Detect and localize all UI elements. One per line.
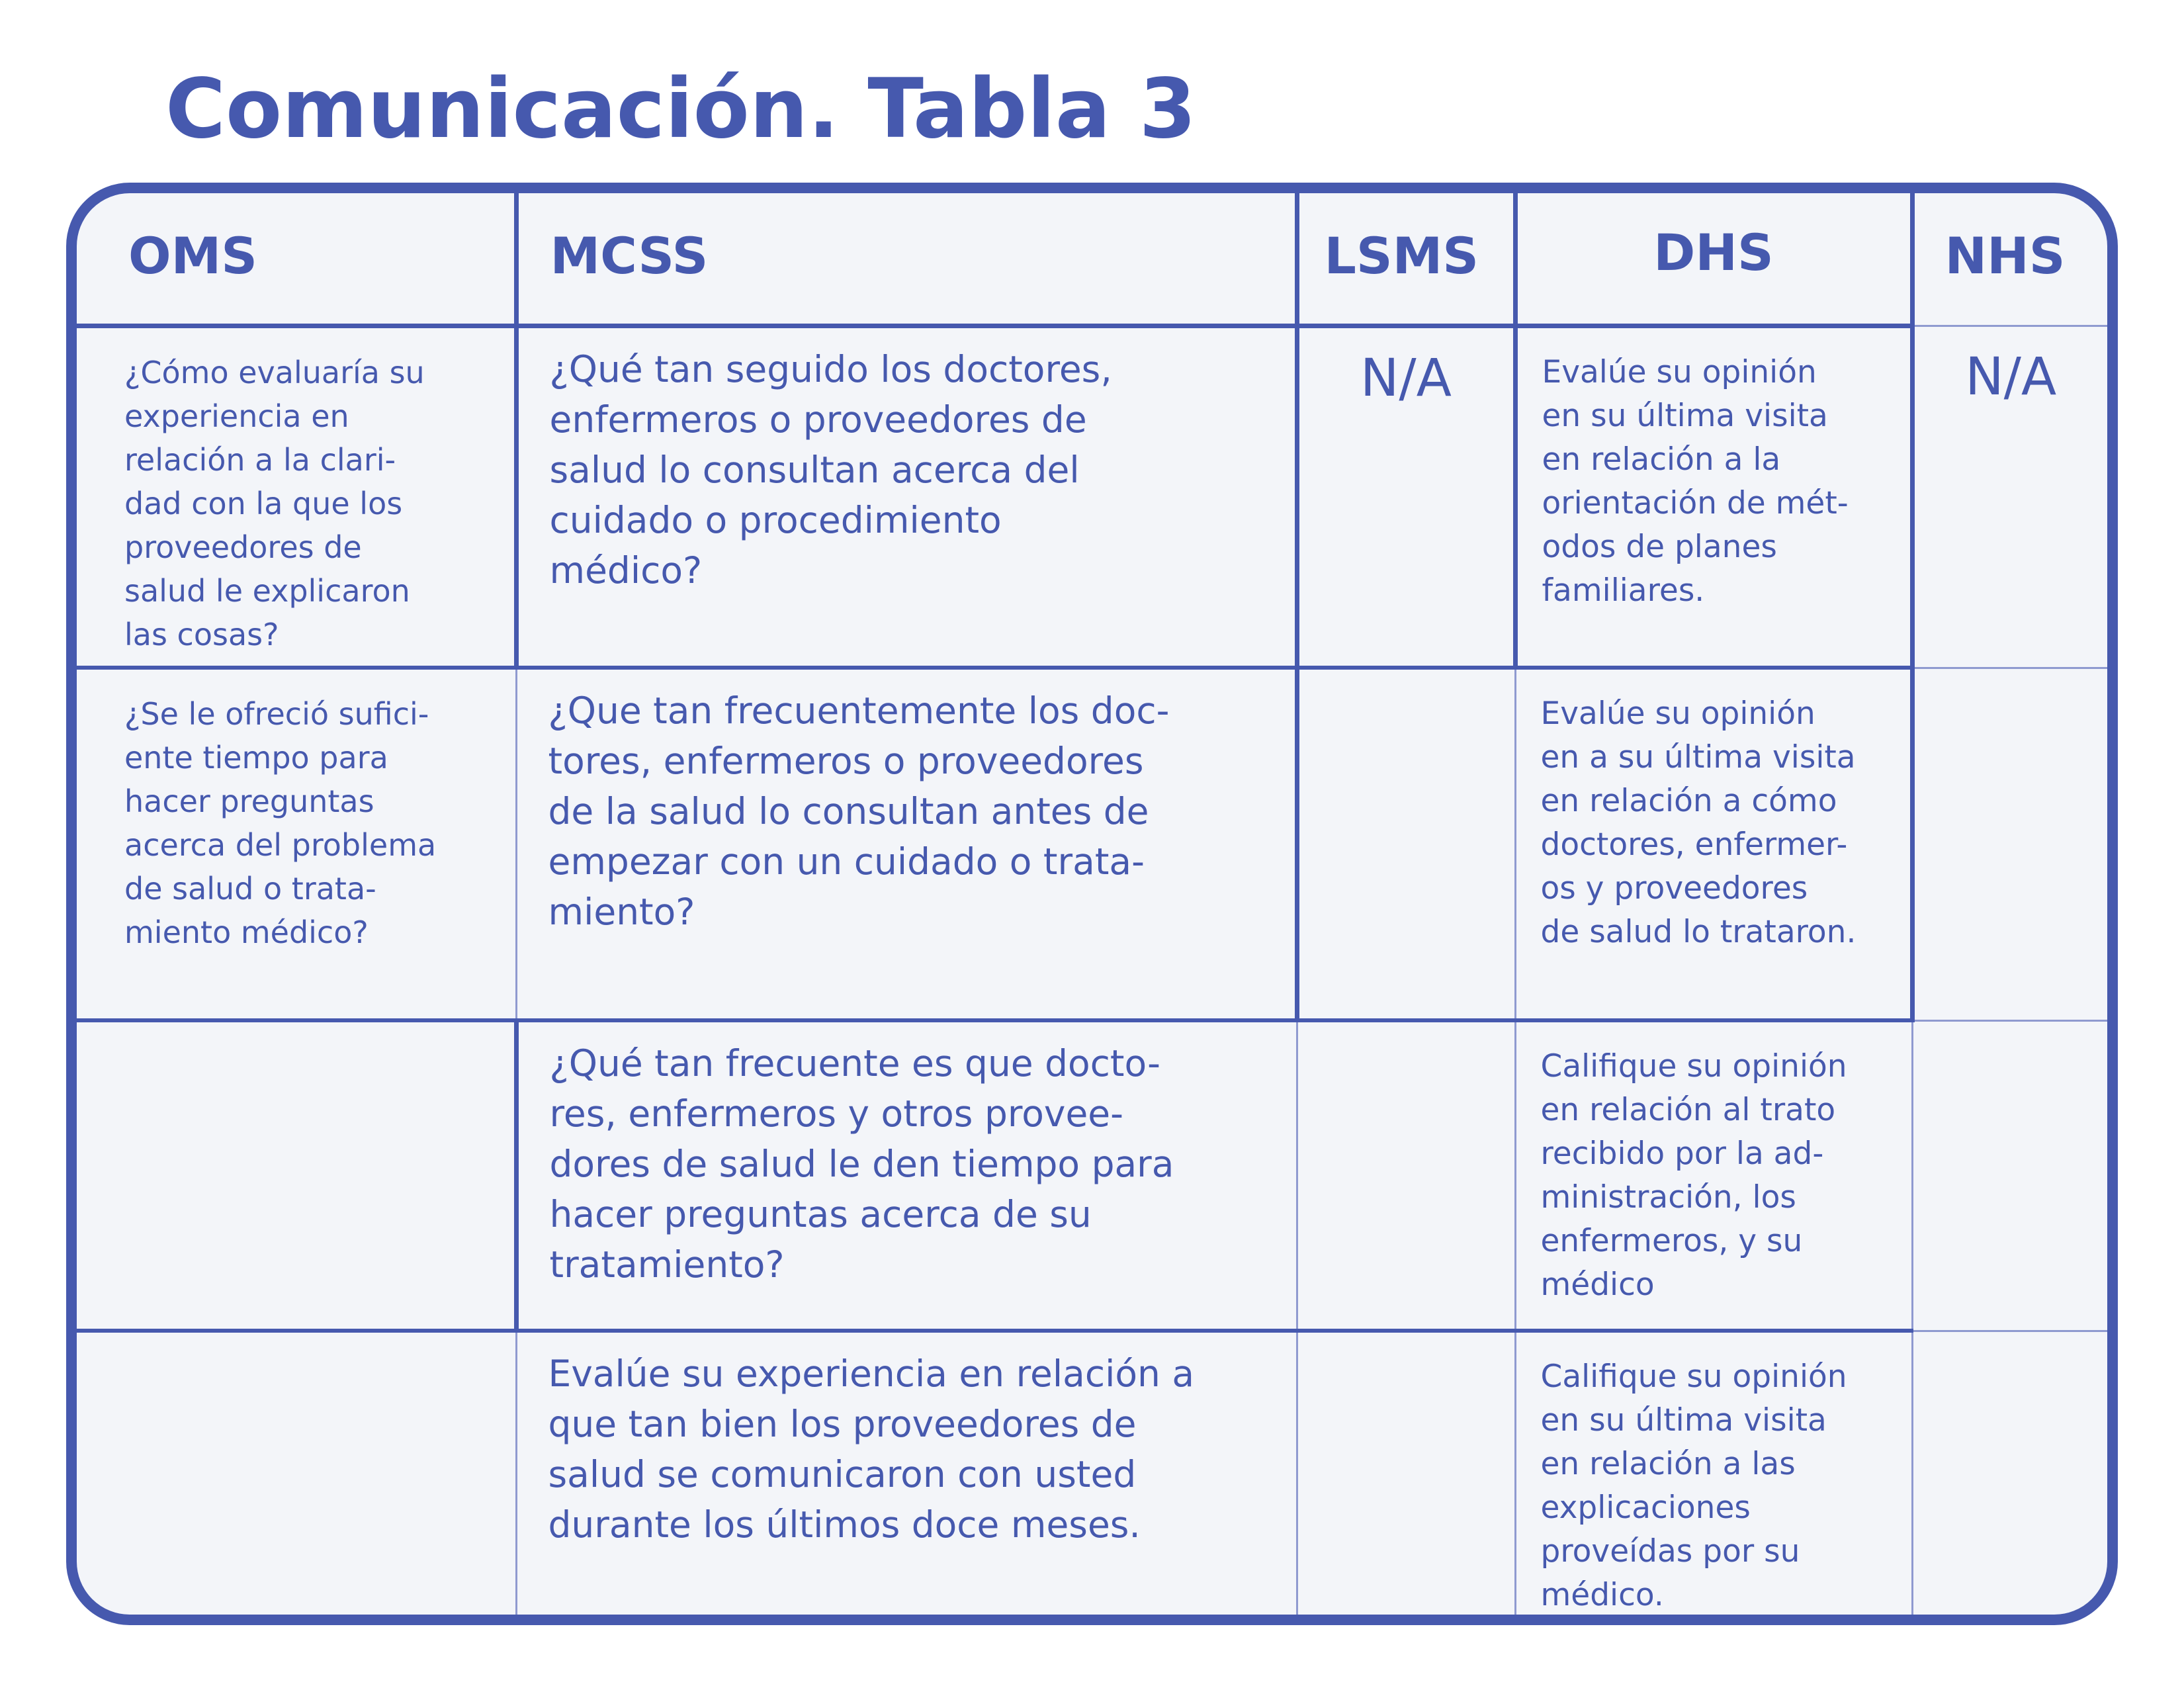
column-header-mcss: MCSS [550, 226, 709, 285]
cell-lsms [1299, 670, 1514, 687]
cell-mcss: ¿Qué tan frecuente es que docto- res, enfermeros y otros provee- dores de salud le den tiempo para hacer preguntas acerca de su tratamiento? [549, 1042, 1174, 1286]
cell-dhs: Califique su opinión en su última visita en relación a las explicaciones proveídas por su médico. [1540, 1358, 1847, 1613]
cell-oms: ¿Se le ofreció sufici- ente tiempo para hacer preguntas acerca del problema de salud o trata- miento médico? [124, 696, 437, 950]
cell-oms [77, 1333, 515, 1355]
cell-dhs: Evalúe su opinión en a su última visita en relación a cómo doctores, enfermer- os y proveedores de salud lo trataron. [1540, 695, 1856, 950]
cell-dhs: Evalúe su opinión en su última visita en relación a la orientación de mét- odos de planes familiares. [1542, 353, 1849, 609]
table-row [77, 1331, 2107, 1617]
cell-nhs: N/A [1965, 347, 2057, 407]
cell-lsms [1298, 1333, 1514, 1350]
table-row [77, 1020, 2107, 1331]
table-header-row [77, 193, 2107, 326]
cell-nhs [1913, 1022, 2108, 1039]
table-frame [66, 183, 2118, 1625]
cell-lsms [1298, 1022, 1514, 1040]
column-header-lsms: LSMS [1324, 226, 1479, 285]
cell-mcss: ¿Que tan frecuentemente los doc- tores, enfermeros o proveedores de la salud lo consultan antes de empezar con un cuidado o trata- miento? [548, 689, 1170, 933]
comparison-table [77, 193, 2107, 1617]
column-header-oms: OMS [128, 226, 257, 285]
column-header-dhs: DHS [1653, 223, 1774, 282]
cell-lsms: N/A [1360, 348, 1452, 408]
cell-nhs [1915, 669, 2108, 686]
cell-oms: ¿Cómo evaluaría su experiencia en relación a la clari- dad con la que los proveedores de salud le explicaron las cosas? [124, 354, 425, 652]
page-title: Comunicación. Tabla 3 [165, 62, 1197, 157]
cell-nhs [1913, 1332, 2108, 1349]
cell-dhs: Califique su opinión en relación al trato recibido por la ad- ministración, los enfermeros, y su médico [1540, 1048, 1847, 1303]
cell-mcss: Evalúe su experiencia en relación a que tan bien los proveedores de salud se comunicaron con usted durante los últimos doce meses. [548, 1353, 1195, 1546]
table-row [77, 326, 2107, 668]
cell-oms [77, 1022, 514, 1045]
cell-mcss: ¿Qué tan seguido los doctores, enfermeros o proveedores de salud lo consultan acerca del cuidado o procedimiento médico? [549, 347, 1112, 592]
column-header-nhs: NHS [1944, 226, 2066, 285]
table-row [77, 668, 2107, 1020]
